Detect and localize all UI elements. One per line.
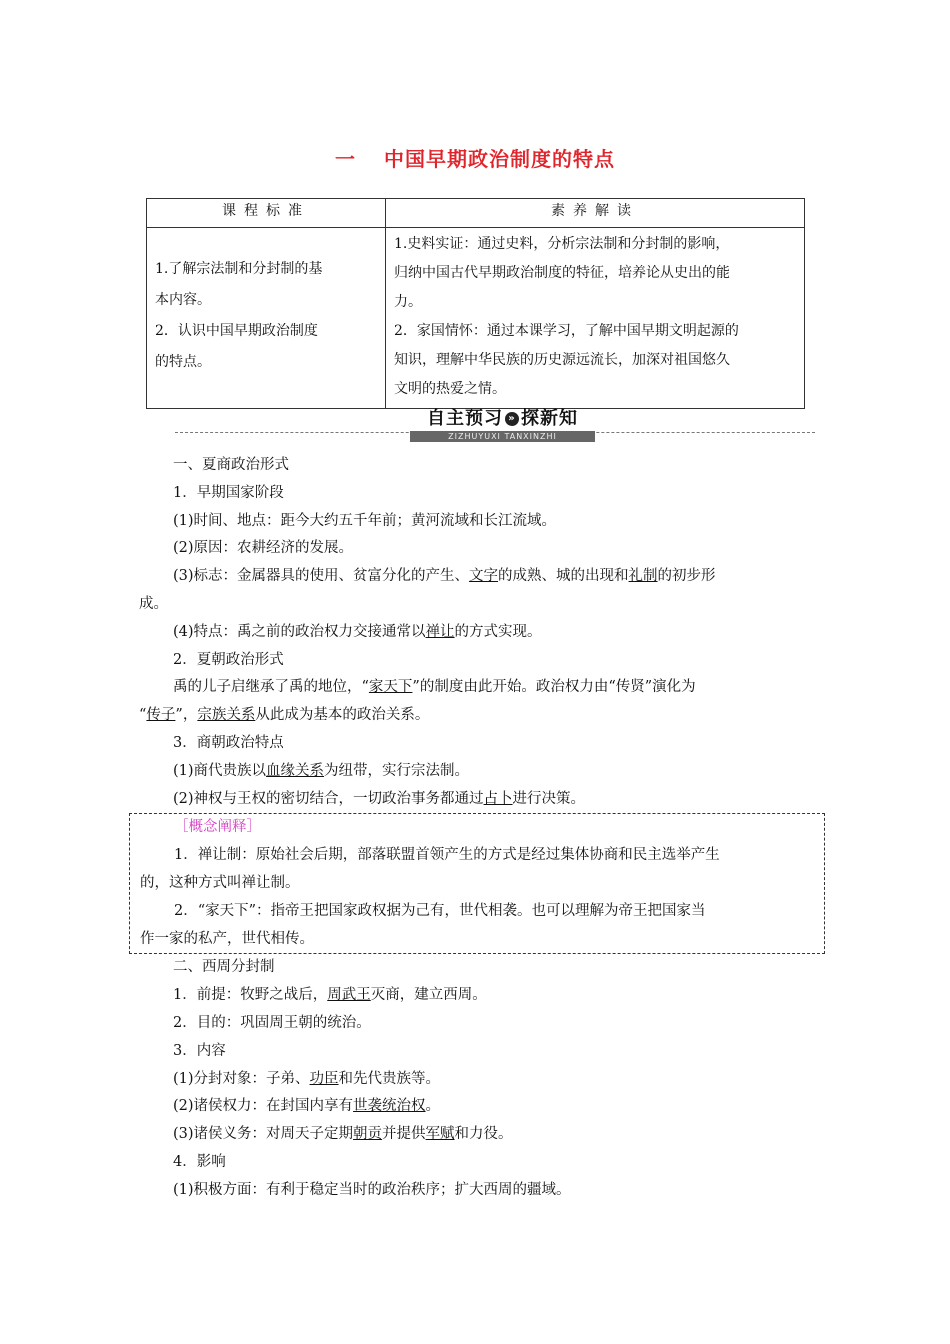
text-run: 并提供 — [382, 1126, 426, 1143]
standards-header-left: 课程标准 — [147, 199, 386, 228]
text-run: (4)特点：禹之前的政治权力交接通常以 — [173, 623, 426, 640]
main-content — [139, 452, 819, 1205]
paragraph — [139, 786, 819, 814]
banner-right-text: 探新知 — [521, 408, 578, 429]
key-term: 周武王 — [327, 987, 371, 1004]
key-term: 功臣 — [309, 1070, 339, 1087]
concept-item: 2．“家天下”：指帝王把国家政权据为己有，世代相袭。也可以理解为帝王把国家当 — [174, 902, 706, 919]
concept-box — [129, 813, 825, 954]
standards-right-line: 知识，理解中华民族的历史源远流长，加深对祖国悠久 — [394, 352, 730, 368]
standards-right-cell — [386, 228, 805, 409]
double-chevron-right-icon: » — [505, 412, 519, 426]
key-term: 礼制 — [628, 568, 658, 585]
paragraph: (2)原因：农耕经济的发展。 — [173, 540, 354, 557]
text-run: 的方式实现。 — [454, 623, 542, 640]
paragraph — [139, 619, 819, 647]
subsection-heading: 3．内容 — [173, 1042, 226, 1059]
paragraph: 2．目的：巩固周王朝的统治。 — [173, 1014, 371, 1031]
key-term: 占卜 — [483, 790, 513, 807]
banner-subtitle: ZIZHUYUXI TANXINZHI — [410, 431, 595, 442]
subsection-heading: 2．夏朝政治形式 — [173, 651, 284, 668]
text-run: (3)诸侯义务：对周天子定期 — [173, 1126, 354, 1143]
text-run: (1)分封对象：子弟、 — [173, 1070, 310, 1087]
page-title — [0, 143, 950, 172]
text-run: 。 — [425, 1098, 441, 1115]
section-banner — [175, 404, 815, 440]
standards-left-line: 2．认识中国早期政治制度 — [155, 323, 318, 339]
subsection-heading: 4．影响 — [173, 1153, 226, 1170]
key-term: 宗族关系 — [197, 707, 256, 724]
paragraph — [139, 982, 819, 1010]
paragraph — [139, 1093, 819, 1121]
standards-right-line: 力。 — [394, 294, 422, 310]
key-term: 血缘关系 — [266, 762, 325, 779]
key-term: 禅让 — [425, 623, 455, 640]
text-run: (2)诸侯权力：在封国内享有 — [173, 1098, 354, 1115]
standards-left-line: 的特点。 — [155, 354, 211, 370]
standards-left-cell — [147, 228, 386, 409]
concept-item-continuation: 作一家的私产，世代相传。 — [140, 930, 314, 947]
standards-header-right: 素养解读 — [386, 199, 805, 228]
banner-left-text: 自主预习 — [427, 408, 503, 429]
text-run: 的成熟、城的出现和 — [498, 568, 629, 585]
standards-right-line: 1.史料实证：通过史料，分析宗法制和分封制的影响， — [394, 236, 730, 252]
title-text: 中国早期政治制度的特点 — [384, 147, 615, 171]
title-number: 一 — [335, 147, 356, 171]
text-run: “ — [139, 707, 147, 724]
text-run: 为纽带，实行宗法制。 — [324, 762, 470, 779]
key-term: 传子 — [146, 707, 176, 724]
key-term: 文字 — [469, 568, 499, 585]
paragraph — [139, 674, 819, 702]
text-run: 和先代贵族等。 — [338, 1070, 441, 1087]
text-run: 从此成为基本的政治关系。 — [255, 707, 430, 724]
concept-tag: ［概念阐释］ — [174, 819, 261, 836]
standards-left-line: 1.了解宗法制和分封制的基 — [155, 261, 323, 277]
banner-title — [410, 404, 595, 430]
subsection-heading: 3．商朝政治特点 — [173, 734, 284, 751]
text-run: (1)商代贵族以 — [173, 762, 267, 779]
key-term: 军赋 — [425, 1126, 455, 1143]
text-run: ”， — [175, 707, 198, 724]
text-run: 和力役。 — [454, 1126, 513, 1143]
standards-table — [146, 198, 805, 409]
paragraph — [139, 1121, 819, 1149]
text-run: 的初步形 — [657, 568, 716, 585]
paragraph-continuation: 成。 — [139, 595, 168, 612]
text-run: 进行决策。 — [512, 790, 586, 807]
text-run: (3)标志：金属器具的使用、贫富分化的产生、 — [173, 568, 470, 585]
key-term: 世袭统治权 — [353, 1098, 426, 1115]
standards-right-line: 2．家国情怀：通过本课学习，了解中国早期文明起源的 — [394, 323, 739, 339]
text-run: 1．前提：牧野之战后， — [173, 987, 328, 1004]
concept-item: 1．禅让制：原始社会后期，部落联盟首领产生的方式是经过集体协商和民主选举产生 — [174, 847, 720, 864]
subsection-heading: 1．早期国家阶段 — [173, 484, 284, 501]
concept-item-continuation: 的，这种方式叫禅让制。 — [140, 874, 300, 891]
standards-right-line: 归纳中国古代早期政治制度的特征，培养论从史出的能 — [394, 265, 730, 281]
paragraph — [139, 758, 819, 786]
standards-right-line: 文明的热爱之情。 — [394, 381, 506, 397]
key-term: 朝贡 — [353, 1126, 383, 1143]
paragraph-continuation — [139, 702, 819, 730]
text-run: ”的制度由此开始。政治权力由“传贤”演化为 — [412, 679, 696, 696]
text-run: 灭商，建立西周。 — [370, 987, 487, 1004]
paragraph: (1)时间、地点：距今大约五千年前；黄河流域和长江流域。 — [173, 512, 557, 529]
text-run: 禹的儿子启继承了禹的地位，“ — [173, 679, 369, 696]
section-heading: 一、夏商政治形式 — [173, 457, 289, 473]
paragraph — [139, 563, 819, 591]
section-heading: 二、西周分封制 — [173, 959, 275, 976]
text-run: (2)神权与王权的密切结合，一切政治事务都通过 — [173, 790, 484, 807]
paragraph — [139, 1066, 819, 1094]
standards-left-line: 本内容。 — [155, 292, 211, 308]
paragraph: (1)积极方面：有利于稳定当时的政治秩序；扩大西周的疆域。 — [173, 1181, 571, 1198]
key-term: 家天下 — [368, 679, 413, 696]
